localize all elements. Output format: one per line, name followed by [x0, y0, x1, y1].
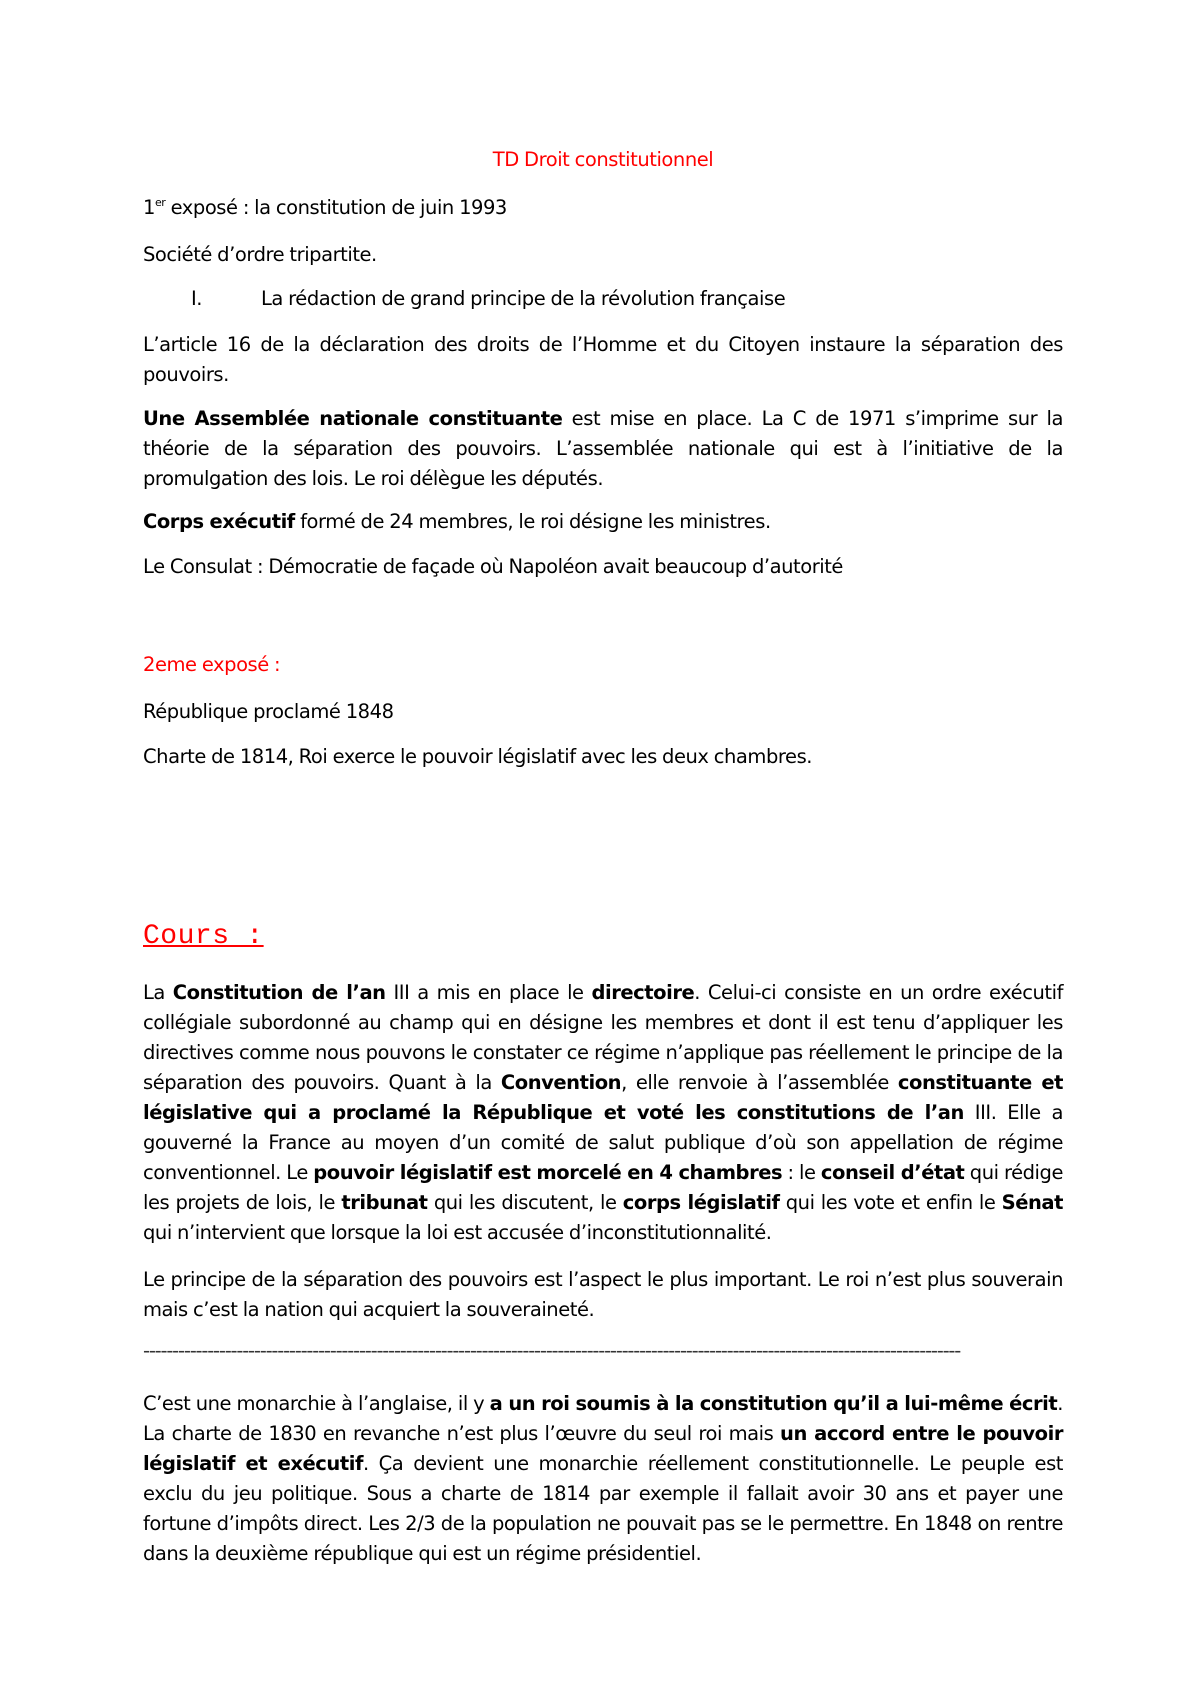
cours-p3-text: C’est une monarchie à l’anglaise, il y [143, 1392, 490, 1415]
paragraph-consulat: Le Consulat : Démocratie de façade où Napoléon avait beaucoup d’autorité [143, 555, 843, 578]
paragraph-article-16: L’article 16 de la déclaration des droits de l’Homme et du Citoyen instaure la séparation des pouvoirs. [143, 333, 1063, 386]
cours-p1-text: : le [782, 1161, 821, 1184]
section-heading [143, 284, 1063, 314]
separator-line: -------------------------------------------------------------------------------------------------------------------------------------------- [143, 1339, 961, 1362]
charte-line: Charte de 1814, Roi exerce le pouvoir législatif avec les deux chambres. [143, 745, 813, 768]
cours-p3-text: . La charte de 1830 en revanche n’est plus l’œuvre du seul roi mais [143, 1392, 1063, 1445]
cours-p3-bold: a un roi soumis à la constitution qu’il a lui-même écrit [489, 1392, 1058, 1415]
cours-p1-text: III a mis en place le [385, 981, 592, 1004]
cours-p1-text: qui rédige les projets de lois, le [143, 1161, 1063, 1214]
paragraph-assemblee [143, 404, 1063, 494]
bold-corps-executif: Corps exécutif [143, 510, 295, 533]
expose-1-text: exposé : la constitution de juin 1993 [165, 196, 507, 219]
expose-1-heading [143, 193, 1063, 223]
cours-p1-bold: corps législatif [622, 1191, 780, 1214]
cours-p1-bold: Convention [500, 1071, 622, 1094]
expose-1-number: 1 [143, 196, 155, 219]
cours-p1-bold: constituante et législative qui a proclamé la République et voté les constitutions de l’an [143, 1071, 1063, 1124]
cours-p1-text: qui les discutent, le [427, 1191, 623, 1214]
cours-paragraph-1 [143, 978, 1063, 1248]
cours-p1-text: . Celui-ci consiste en un ordre exécutif collégiale subordonné au champ qui en désigne les membres et dont il est tenu d’appliquer les directives comme nous pouvons le constater ce régime n’applique pas réellement le principe de la séparation des pouvoirs. Quant à la [143, 981, 1063, 1094]
cours-p1-text: qui n’intervient que lorsque la loi est accusée d’inconstitutionnalité. [143, 1221, 772, 1244]
cours-p1-bold: conseil d’état [820, 1161, 965, 1184]
paragraph-corps-executif [143, 507, 1063, 537]
section-title: La rédaction de grand principe de la révolution française [261, 287, 786, 310]
republique-line: République proclamé 1848 [143, 700, 394, 723]
cours-p1-bold: Constitution de l’an [172, 981, 386, 1004]
cours-paragraph-2: Le principe de la séparation des pouvoirs est l’aspect le plus important. Le roi n’est plus souverain mais c’est la nation qui acquiert la souveraineté. [143, 1268, 1063, 1321]
cours-paragraph-3 [143, 1389, 1063, 1569]
cours-p1-text: La [143, 981, 173, 1004]
section-number: I. [191, 287, 203, 310]
document-title: TD Droit constitutionnel [492, 148, 714, 171]
cours-p3-bold: un accord entre le pouvoir législatif et exécutif [143, 1422, 1063, 1475]
societe-line: Société d’ordre tripartite. [143, 243, 377, 266]
cours-p3-text: . Ça devient une monarchie réellement constitutionnelle. Le peuple est exclu du jeu politique. Sous a charte de 1814 par exemple il fallait avoir 30 ans et payer une fortune d’impôts direct. Les 2/3 de la population ne pouvait pas se le permettre. En 1848 on rentre dans la deuxième république qui est un régime présidentiel. [143, 1452, 1063, 1565]
bold-assemblee: Une Assemblée nationale constituante [143, 407, 563, 430]
expose-2-heading: 2eme exposé : [143, 653, 281, 676]
cours-p1-text: qui les vote et enfin le [779, 1191, 1002, 1214]
cours-p1-bold: directoire [591, 981, 695, 1004]
assemblee-text: est mise en place. La C de 1971 s’imprime sur la théorie de la séparation des pouvoirs. L’assemblée nationale qui est à l’initiative de la promulgation des lois. Le roi délègue les députés. [143, 407, 1063, 490]
cours-heading: Cours : [143, 921, 264, 952]
cours-p1-text: III. Elle a gouverné la France au moyen d’un comité de salut publique d’où son appellation de régime conventionnel. Le [143, 1101, 1063, 1184]
expose-1-superscript: er [154, 195, 166, 209]
corps-executif-text: formé de 24 membres, le roi désigne les ministres. [294, 510, 771, 533]
cours-p1-bold: pouvoir législatif est morcelé en 4 chambres [313, 1161, 783, 1184]
cours-p1-bold: Sénat [1001, 1191, 1064, 1214]
cours-p1-bold: tribunat [341, 1191, 428, 1214]
cours-p1-text: , elle renvoie à l’assemblée [621, 1071, 898, 1094]
